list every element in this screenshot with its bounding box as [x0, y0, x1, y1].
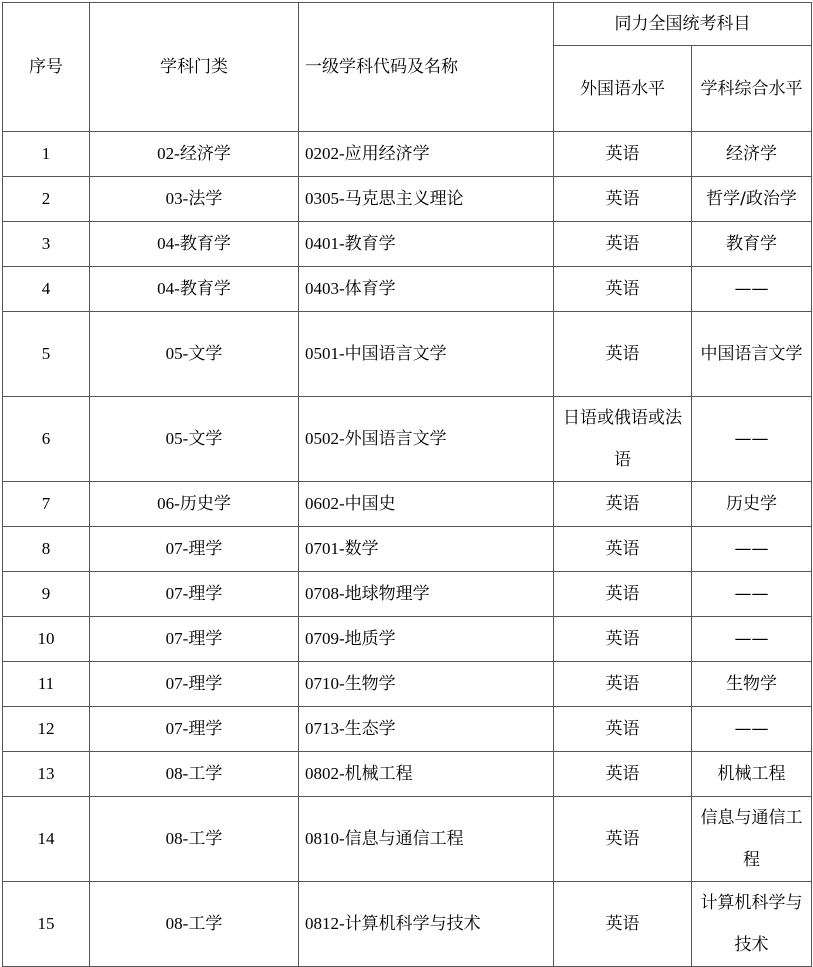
- cell-discipline: 0710-生物学: [299, 662, 554, 707]
- cell-discipline: 0701-数学: [299, 527, 554, 572]
- header-category: 学科门类: [90, 3, 299, 132]
- cell-foreign-language: 英语: [554, 177, 692, 222]
- cell-foreign-language: 英语: [554, 617, 692, 662]
- table-row: [3, 662, 812, 707]
- cell-comprehensive: 生物学: [692, 662, 812, 707]
- header-index: 序号: [3, 3, 90, 132]
- cell-comprehensive: 信息与通信工程: [692, 797, 812, 882]
- cell-category: 07-理学: [90, 662, 299, 707]
- header-discipline: 一级学科代码及名称: [299, 3, 554, 132]
- cell-comprehensive: ——: [692, 572, 812, 617]
- cell-discipline: 0713-生态学: [299, 707, 554, 752]
- header-exam-group: 同力全国统考科目: [554, 3, 812, 46]
- cell-discipline: 0802-机械工程: [299, 752, 554, 797]
- table-row: [3, 222, 812, 267]
- cell-comprehensive: ——: [692, 707, 812, 752]
- cell-category: 04-教育学: [90, 267, 299, 312]
- cell-index: 8: [3, 527, 90, 572]
- cell-category: 03-法学: [90, 177, 299, 222]
- table-row: [3, 177, 812, 222]
- cell-index: 15: [3, 882, 90, 967]
- table-row: [3, 397, 812, 482]
- cell-discipline: 0812-计算机科学与技术: [299, 882, 554, 967]
- table-row: [3, 312, 812, 397]
- cell-index: 13: [3, 752, 90, 797]
- cell-category: 07-理学: [90, 572, 299, 617]
- cell-discipline: 0202-应用经济学: [299, 132, 554, 177]
- cell-comprehensive: 机械工程: [692, 752, 812, 797]
- cell-comprehensive: 经济学: [692, 132, 812, 177]
- cell-foreign-language: 英语: [554, 527, 692, 572]
- cell-comprehensive: 教育学: [692, 222, 812, 267]
- table-row: [3, 482, 812, 527]
- cell-category: 04-教育学: [90, 222, 299, 267]
- cell-foreign-language: 英语: [554, 482, 692, 527]
- cell-index: 5: [3, 312, 90, 397]
- cell-discipline: 0305-马克思主义理论: [299, 177, 554, 222]
- cell-foreign-language: 英语: [554, 222, 692, 267]
- cell-comprehensive: ——: [692, 397, 812, 482]
- table-row: [3, 572, 812, 617]
- cell-category: 07-理学: [90, 527, 299, 572]
- cell-comprehensive: ——: [692, 267, 812, 312]
- cell-discipline: 0810-信息与通信工程: [299, 797, 554, 882]
- cell-foreign-language: 英语: [554, 662, 692, 707]
- cell-foreign-language: 英语: [554, 267, 692, 312]
- header-foreign-language: 外国语水平: [554, 46, 692, 132]
- cell-discipline: 0708-地球物理学: [299, 572, 554, 617]
- cell-index: 12: [3, 707, 90, 752]
- table-row: [3, 882, 812, 967]
- table-header-row: [3, 3, 812, 46]
- cell-foreign-language: 英语: [554, 882, 692, 967]
- cell-category: 08-工学: [90, 752, 299, 797]
- cell-index: 4: [3, 267, 90, 312]
- cell-discipline: 0602-中国史: [299, 482, 554, 527]
- table-row: [3, 267, 812, 312]
- cell-discipline: 0709-地质学: [299, 617, 554, 662]
- cell-index: 9: [3, 572, 90, 617]
- cell-category: 05-文学: [90, 312, 299, 397]
- cell-comprehensive: ——: [692, 617, 812, 662]
- table-row: [3, 527, 812, 572]
- cell-discipline: 0501-中国语言文学: [299, 312, 554, 397]
- cell-index: 11: [3, 662, 90, 707]
- cell-index: 2: [3, 177, 90, 222]
- exam-subjects-table: [2, 2, 812, 967]
- cell-comprehensive: 计算机科学与技术: [692, 882, 812, 967]
- cell-category: 08-工学: [90, 882, 299, 967]
- table-row: [3, 797, 812, 882]
- cell-foreign-language: 英语: [554, 707, 692, 752]
- cell-foreign-language: 英语: [554, 572, 692, 617]
- table-row: [3, 132, 812, 177]
- cell-comprehensive: 中国语言文学: [692, 312, 812, 397]
- table-row: [3, 707, 812, 752]
- cell-discipline: 0502-外国语言文学: [299, 397, 554, 482]
- cell-category: 08-工学: [90, 797, 299, 882]
- cell-comprehensive: 哲学/政治学: [692, 177, 812, 222]
- cell-index: 3: [3, 222, 90, 267]
- cell-foreign-language: 英语: [554, 132, 692, 177]
- cell-category: 06-历史学: [90, 482, 299, 527]
- cell-foreign-language: 日语或俄语或法语: [554, 397, 692, 482]
- cell-index: 10: [3, 617, 90, 662]
- cell-index: 14: [3, 797, 90, 882]
- cell-foreign-language: 英语: [554, 797, 692, 882]
- table-row: [3, 752, 812, 797]
- table-row: [3, 617, 812, 662]
- cell-category: 07-理学: [90, 617, 299, 662]
- header-comprehensive: 学科综合水平: [692, 46, 812, 132]
- cell-index: 1: [3, 132, 90, 177]
- cell-index: 7: [3, 482, 90, 527]
- cell-foreign-language: 英语: [554, 752, 692, 797]
- cell-category: 07-理学: [90, 707, 299, 752]
- cell-index: 6: [3, 397, 90, 482]
- cell-comprehensive: ——: [692, 527, 812, 572]
- cell-comprehensive: 历史学: [692, 482, 812, 527]
- cell-foreign-language: 英语: [554, 312, 692, 397]
- cell-discipline: 0401-教育学: [299, 222, 554, 267]
- cell-category: 02-经济学: [90, 132, 299, 177]
- cell-category: 05-文学: [90, 397, 299, 482]
- cell-discipline: 0403-体育学: [299, 267, 554, 312]
